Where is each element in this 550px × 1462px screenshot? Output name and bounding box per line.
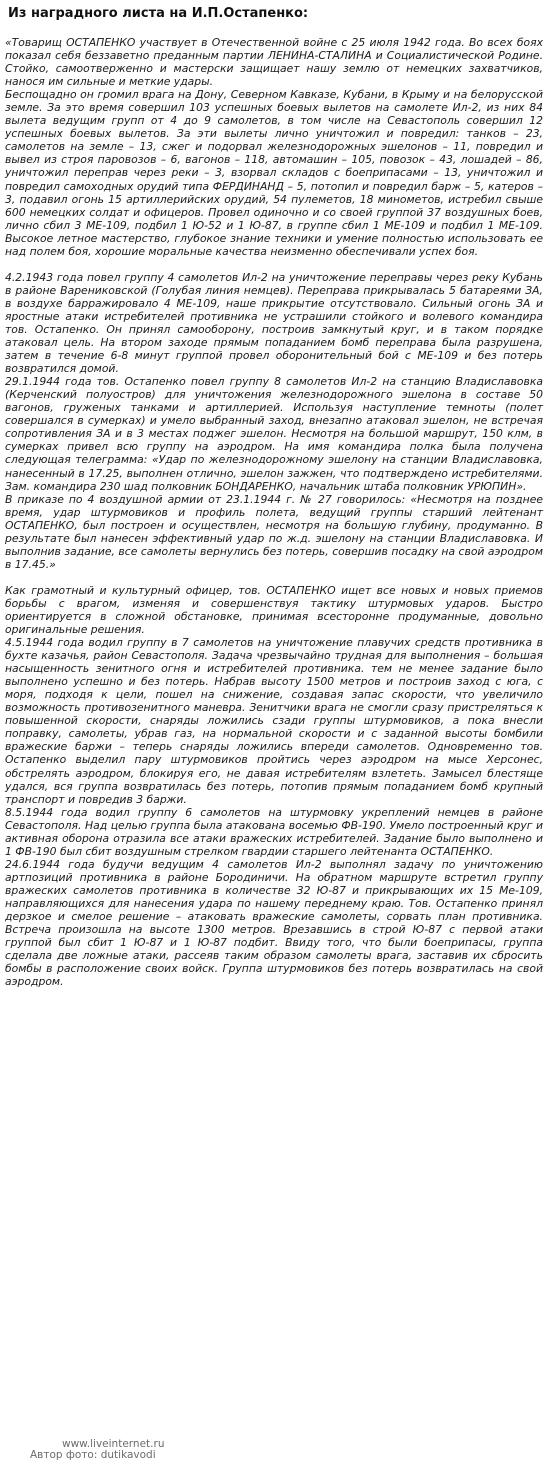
paragraph-intro: «Товарищ ОСТАПЕНКО участвует в Отечественной войне с 25 июля 1942 года. Во всех боях показал себя беззаветно преданным партии ЛЕНИНА-СТАЛИНА и Социалистической Родине. Стойко, самоотверженно и мастерски защищает нашу землю от немецких захватчиков, нанося им сильные и меткие удары.: [5, 36, 543, 89]
paragraph-combat-record: Беспощадно он громил врага на Дону, Северном Кавказе, Кубани, в Крыму и на белорусской земле. За это время совершил 103 успешных боевых вылетов на самолете Ил-2, из них 84 вылета ведущим групп от 4 до 9 самолетов, в том числе на Севастополь совершил 12 успешных боевых вылетов. За эти вылеты лично уничтожил и повредил: танков – 23, самолетов на земле – 13, сжег и подорвал железнодорожных эшелонов – 11, повредил и вывел из строя паровозов – 6, вагонов – 118, автомашин – 105, повозок – 43, лошадей – 86, уничтожил переправ через реки – 3, взорвал складов с боеприпасами – 13, уничтожил и повредил самоходных орудий типа ФЕРДИНАНД – 5, потопил и повредил барж – 5, катеров – 3, подавил огонь 15 артиллерийских орудий, 54 пулеметов, 18 минометов, истребил свыше 600 немецких солдат и офицеров. Провел одиночно и со своей группой 37 воздушных боев, лично сбил 3 МЕ-109, подбил 1 Ю-52 и 1 Ю-87, в группе сбил 1 МЕ-109 и подбил 1 МЕ-109. Высокое летное мастерство, глубокое знание техники и умение полностью использовать ее над полем боя, хорошие моральные качества неизменно обеспечивали успех боя.: [5, 88, 543, 258]
watermark-author: Автор фото: dutikavodi: [30, 1449, 156, 1461]
paragraph-vladislavovka: 29.1.1944 года тов. Остапенко повел группу 8 самолетов Ил-2 на станцию Владиславовка (Керченский полуостров) для уничтожения железнодорожного эшелона в составе 50 вагонов, груженых танками и артиллерией. Используя наступление темноты (полет совершался в сумерках) и умело выбранный заход, внезапно атаковал эшелон, не встречая сопротивления ЗА и в 3 местах поджег эшелон. Несмотря на большой маршрут, 150 клм, в сумерках привел всю группу на аэродром. На имя командира полка была получена следующая телеграмма: «Удар по железнодорожному эшелону на станции Владиславовка, нанесенный в 17.25, выполнен отлично, эшелон зажжен, что подтверждено истребителями. Зам. командира 230 шад полковник БОНДАРЕНКО, начальник штаба полковник УРЮПИН».: [5, 375, 543, 493]
paragraph-sevastopol-fortifications: 8.5.1944 года водил группу 6 самолетов на штурмовку укреплений немцев в районе Севастополя. Над целью группа была атакована восемью ФВ-190. Умело построенный круг и активная оборона отразила все атаки вражеских истребителей. Задание было выполнено и 1 ФВ-190 был сбит воздушным стрелком гвардии старшего лейтенанта ОСТАПЕНКО.: [5, 805, 543, 858]
award-sheet-text: [5, 36, 543, 988]
paragraph-sevastopol-bay: 4.5.1944 года водил группу в 7 самолетов на уничтожение плавучих средств противника в бухте казачья, район Севастополя. Задача чрезвычайно трудная для выполнения – большая насыщенность зенитного огня и истребителей противника. тем не менее задание было выполнено успешно и без потерь. Набрав высоту 1500 метров и построив заход с юга, с моря, подходя к цели, пошел на снижение, создавая запас скорости, что увеличило возможность противозенитного маневра. Зенитчики врага не смогли сразу пристреляться к повышенной скорости, снаряды ложились сзади группы штурмовиков, а пока внесли поправку, самолеты, убрав газ, на нормальной скорости и с заданной высоты бомбили вражеские баржи – теперь снаряды ложились впереди самолетов. Одновременно тов. Остапенко выделил пару штурмовиков пройтись через аэродром на мысе Херсонес, обстрелять аэродром, блокируя его, не давая истребителям взлететь. Замысел блестяще удался, вся группа возвратилась без потерь, потопив прямым попаданием бомб крупный транспорт и повредив 3 баржи.: [5, 636, 543, 806]
paragraph-borodinichi: 24.6.1944 года будучи ведущим 4 самолетов Ил-2 выполнял задачу по уничтожению артпозиций противника в районе Бородиничи. На обратном маршруте встретил группу вражеских самолетов противника в количестве 32 Ю-87 и прикрывающих их 15 Ме-109, направляющихся для нанесения удара по нашему переднему краю. Тов. Остапенко принял дерзкое и смелое решение – атаковать вражеские самолеты, сорвать план противника. Встреча произошла на высоте 1300 метров. Врезавшись в строй Ю-87 с первой атаки группой был сбит 1 Ю-87 и 1 Ю-87 подбит. Ввиду того, что были боеприпасы, группа сделала две ложные атаки, рассеяв таким образом самолеты врага, заставив их сбросить бомбы в расположение своих войск. Группа штурмовиков без потерь возвратилась на свой аэродром.: [5, 857, 543, 989]
paragraph-officer-qualities: Как грамотный и культурный офицер, тов. ОСТАПЕНКО ищет все новых и новых приемов борьбы с врагом, изменяя и совершенствуя тактику штурмовых ударов. Быстро ориентируется в сложной обстановке, принимая всесторонне продуманные, довольно оригинальные решения.: [5, 583, 543, 637]
watermark-site: www.liveinternet.ru: [62, 1438, 165, 1450]
page-title: Из наградного листа на И.П.Остапенко:: [8, 6, 309, 21]
paragraph-kuban-crossing: 4.2.1943 года повел группу 4 самолетов Ил-2 на уничтожение переправы через реку Кубань в районе Варениковской (Голубая линия немцев). Переправа прикрывалась 5 батареями ЗА, в воздухе барражировало 4 МЕ-109, наше прикрытие отсутствовало. Сильный огонь ЗА и яростные атаки истребителей противника не устрашили стойкого и волевого командира тов. Остапенко. Он принял самооборону, построив замкнутый круг, и в таком порядке атаковал цель. На втором заходе прямым попаданием бомб переправа была разрушена, затем в течение 6-8 минут группой провел оборонительный бой с МЕ-109 и без потерь возвратился домой.: [5, 270, 543, 376]
paragraph-army-order: В приказе по 4 воздушной армии от 23.1.1944 г. № 27 говорилось: «Несмотря на позднее время, удар штурмовиков и профиль полета, ведущий группы старший лейтенант ОСТАПЕНКО, был построен и осуществлен, несмотря на большую глубину, продуманно. В результате был нанесен эффективный удар по ж.д. эшелону на станции Владиславовка. И выполнив задание, все самолеты вернулись без потерь, совершив посадку на свой аэродром в 17.45.»: [5, 492, 543, 571]
